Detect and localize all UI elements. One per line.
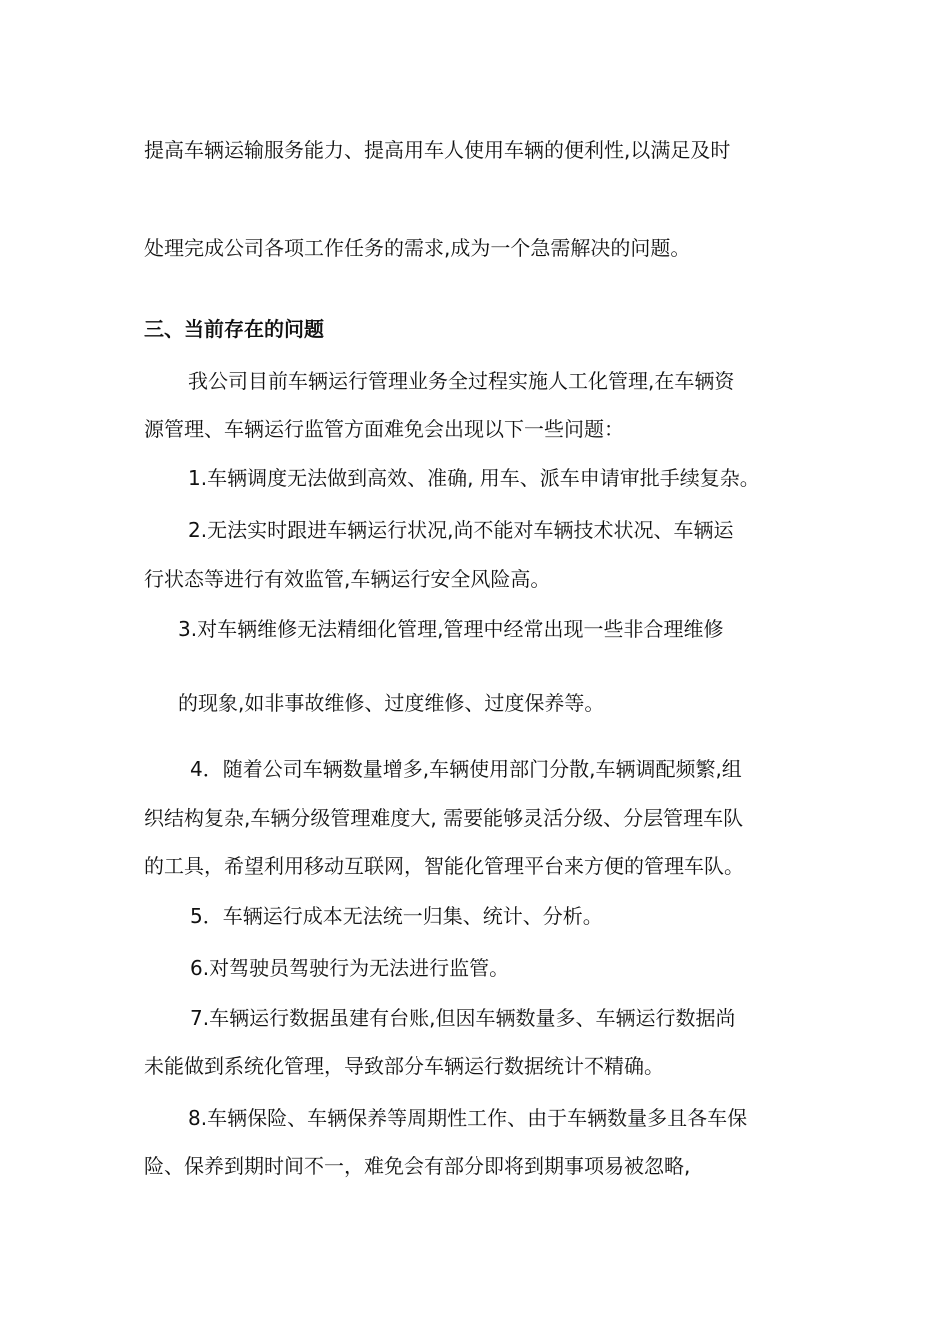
list-item-line: 的工具，希望利用移动互联网，智能化管理平台来方便的管理车队。 bbox=[144, 854, 744, 878]
paragraph-line: 提高车辆运输服务能力、提高用车人使用车辆的便利性,以满足及时 bbox=[144, 138, 731, 162]
paragraph-line: 源管理、车辆运行监管方面难免会出现以下一些问题： bbox=[144, 417, 624, 441]
list-item-line: 8.车辆保险、车辆保养等周期性工作、由于车辆数量多且各车保 bbox=[188, 1106, 748, 1130]
list-item-line: 2.无法实时跟进车辆运行状况,尚不能对车辆技术状况、车辆运 bbox=[188, 518, 734, 542]
list-item-line: 1.车辆调度无法做到高效、准确, 用车、派车申请审批手续复杂。 bbox=[188, 466, 760, 490]
list-item-line: 7.车辆运行数据虽建有台账,但因车辆数量多、车辆运行数据尚 bbox=[190, 1006, 736, 1030]
paragraph-line: 处理完成公司各项工作任务的需求,成为一个急需解决的问题。 bbox=[144, 236, 691, 260]
list-item-line: 6.对驾驶员驾驶行为无法进行监管。 bbox=[190, 956, 510, 980]
list-item-line: 未能做到系统化管理，导致部分车辆运行数据统计不精确。 bbox=[144, 1054, 664, 1078]
list-item-line: 织结构复杂,车辆分级管理难度大, 需要能够灵活分级、分层管理车队 bbox=[144, 806, 744, 830]
paragraph-line: 我公司目前车辆运行管理业务全过程实施人工化管理,在车辆资 bbox=[188, 369, 735, 393]
list-item-line: 行状态等进行有效监管,车辆运行安全风险高。 bbox=[144, 567, 551, 591]
list-item-line: 的现象,如非事故维修、过度维修、过度保养等。 bbox=[178, 691, 605, 715]
list-item-line: 5．车辆运行成本无法统一归集、统计、分析。 bbox=[190, 904, 603, 928]
list-item-line: 4．随着公司车辆数量增多,车辆使用部门分散,车辆调配频繁,组 bbox=[190, 757, 742, 781]
section-heading: 三、当前存在的问题 bbox=[144, 317, 324, 341]
list-item-line: 险、保养到期时间不一，难免会有部分即将到期事项易被忽略, bbox=[144, 1154, 691, 1178]
list-item-line: 3.对车辆维修无法精细化管理,管理中经常出现一些非合理维修 bbox=[178, 617, 724, 641]
